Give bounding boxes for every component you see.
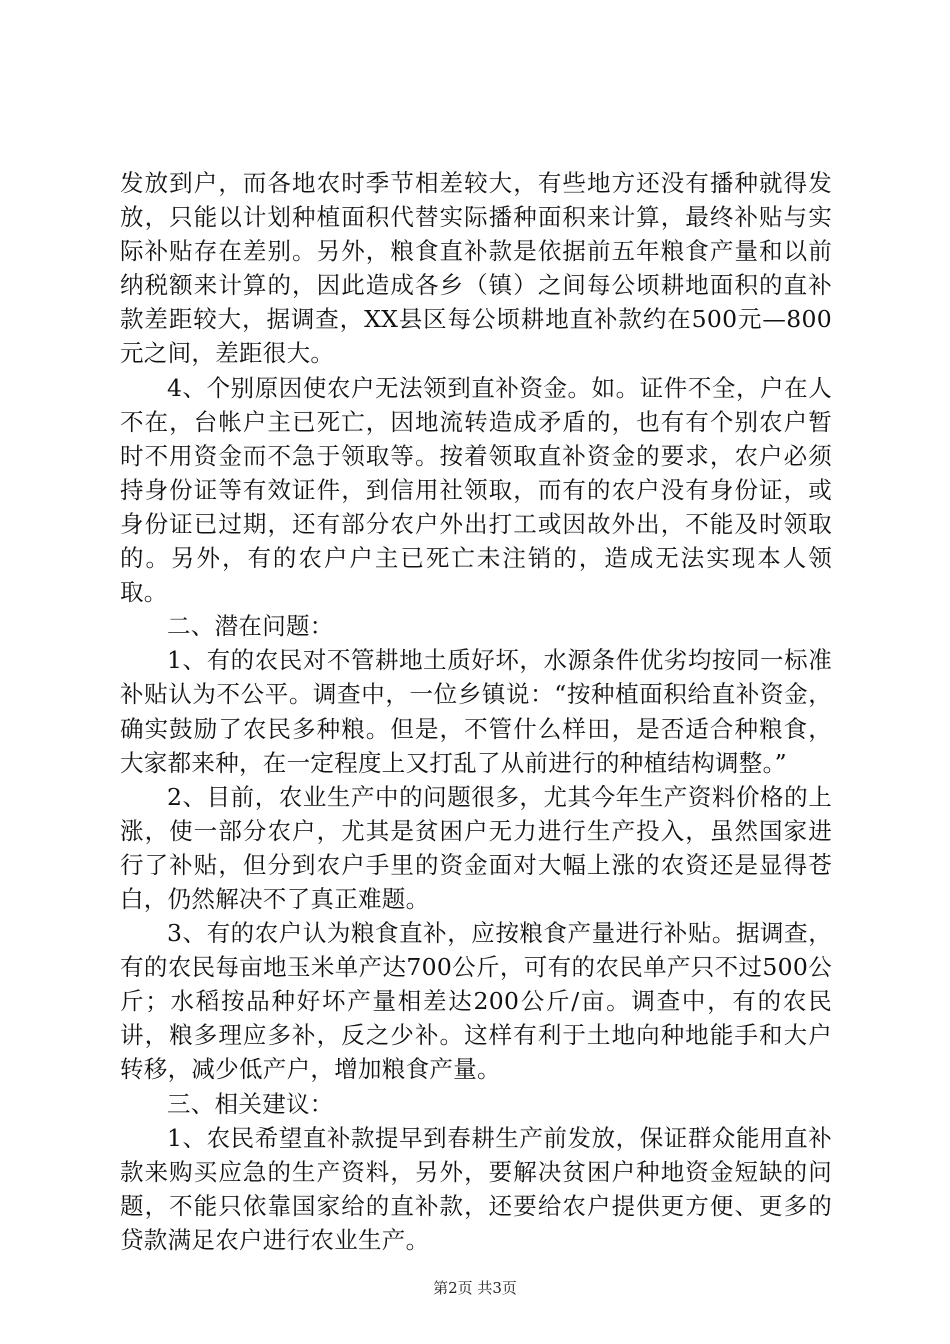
paragraph-problem-2: 2、目前，农业生产中的问题很多，尤其今年生产资料价格的上涨，使一部分农户，尤其是贫困户无力进行生产投入，虽然国家进行了补贴，但分到农户手里的资金面对大幅上涨的农资还是显得苍白，仍然解决不了真正难题。 xyxy=(120,782,832,913)
paragraph-item-4: 4、个别原因使农户无法领到直补资金。如。证件不全，户在人不在，台帐户主已死亡，因地流转造成矛盾的，也有有个别农户暂时不用资金而不急于领取等。按着领取直补资金的要求，农户必须持身份证等有效证件，到信用社领取，而有的农户没有身份证，或身份证已过期，还有部分农户外出打工或因故外出，不能及时领取的。另外，有的农户户主已死亡未注销的，造成无法实现本人领取。 xyxy=(120,373,832,607)
page-number-footer: 第2页 共3页 xyxy=(433,1279,517,1297)
section-heading-suggestions: 三、相关建议： xyxy=(167,1089,334,1118)
section-heading-potential-problems: 二、潜在问题： xyxy=(167,612,334,641)
paragraph-continuation: 发放到户，而各地农时季节相差较大，有些地方还没有播种就得发放，只能以计划种植面积代替实际播种面积来计算，最终补贴与实际补贴存在差别。另外，粮食直补款是依据前五年粮食产量和以前纳税额来计算的，因此造成各乡（镇）之间每公顷耕地面积的直补款差距较大，据调查，XX县区每公顷耕地直补款约在500元—800元之间，差距很大。 xyxy=(120,169,832,368)
paragraph-problem-3: 3、有的农户认为粮食直补，应按粮食产量进行补贴。据调查，有的农民每亩地玉米单产达700公斤，可有的农民单产只不过500公斤；水稻按品种好坏产量相差达200公斤/亩。调查中，有的农民讲，粮多理应多补，反之少补。这样有利于土地向种地能手和大户转移，减少低产户，增加粮食产量。 xyxy=(120,919,832,1084)
paragraph-problem-1: 1、有的农民对不管耕地土质好坏，水源条件优劣均按同一标准补贴认为不公平。调查中，一位乡镇说：“按种植面积给直补资金，确实鼓励了农民多种粮。但是，不管什么样田，是否适合种粮食，大家都来种，在一定程度上又打乱了从前进行的种植结构调整。” xyxy=(120,646,832,777)
paragraph-suggestion-1: 1、农民希望直补款提早到春耕生产前发放，保证群众能用直补款来购买应急的生产资料，另外，要解决贫困户种地资金短缺的问题，不能只依靠国家给的直补款，还要给农户提供更方便、更多的贷款满足农户进行农业生产。 xyxy=(120,1123,832,1254)
document-body xyxy=(120,166,832,1257)
